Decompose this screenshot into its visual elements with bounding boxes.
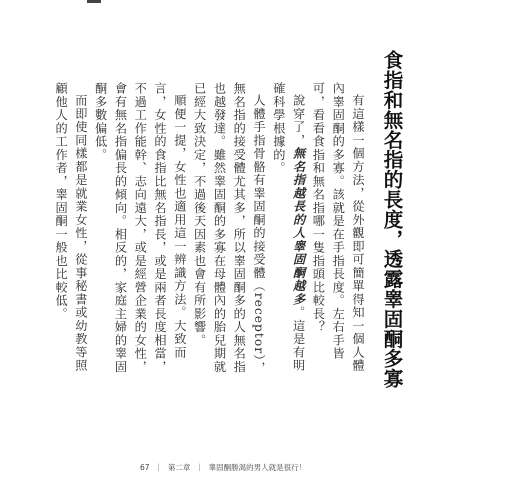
chapter-label: 第二章 bbox=[167, 463, 191, 472]
paragraph: 說穿了，無名指越長的人睾固酮越多。這是有明確科學根據的。 bbox=[271, 82, 306, 373]
section-title: 食指和無名指的長度，透露睾固酮多寡 bbox=[380, 50, 404, 389]
footer-divider: ｜ bbox=[195, 463, 204, 472]
page-number: 67 bbox=[140, 463, 150, 472]
paragraph: 人體手指骨骼有睾固酮的接受體（receptor），無名指的接受體尤其多，所以睾固酮多的人無名指也越發達。雖然睾固酮的多寡在母體內的胎兒期就已經大致決定，不過後天因素也會有所影響。 bbox=[192, 82, 267, 375]
paragraph: 順便一提，女性也適用這一辨識方法。大致而言，女性的食指比無名指長，或是兩者長度相當，不過工作能幹、志向遠大，或是經營企業的女性，會有無名指偏長的傾向。相反的，家庭主婦的睾固酮多數偏低。 bbox=[93, 82, 187, 374]
chapter-title: 睾固酮勝渴的男人就是很行！ bbox=[208, 463, 307, 472]
page-corner-mark bbox=[87, 0, 101, 3]
paragraph: 有這樣一個方法，從外觀即可簡單得知一個人體內睾固酮的多寡。該就是在手指長度。左右手皆可，看看食指和無名指哪一隻指頭比較長？ bbox=[311, 82, 365, 373]
body-text bbox=[54, 82, 367, 382]
paragraph: 而即使同樣都是就業女性，從事秘書或幼教等照顧他人的工作者，睾固酮一般也比較低。 bbox=[54, 82, 88, 373]
page-footer bbox=[140, 462, 306, 473]
footer-divider: ｜ bbox=[154, 463, 163, 472]
emphasis-text: 無名指越長的人睾固酮越多 bbox=[291, 147, 306, 307]
